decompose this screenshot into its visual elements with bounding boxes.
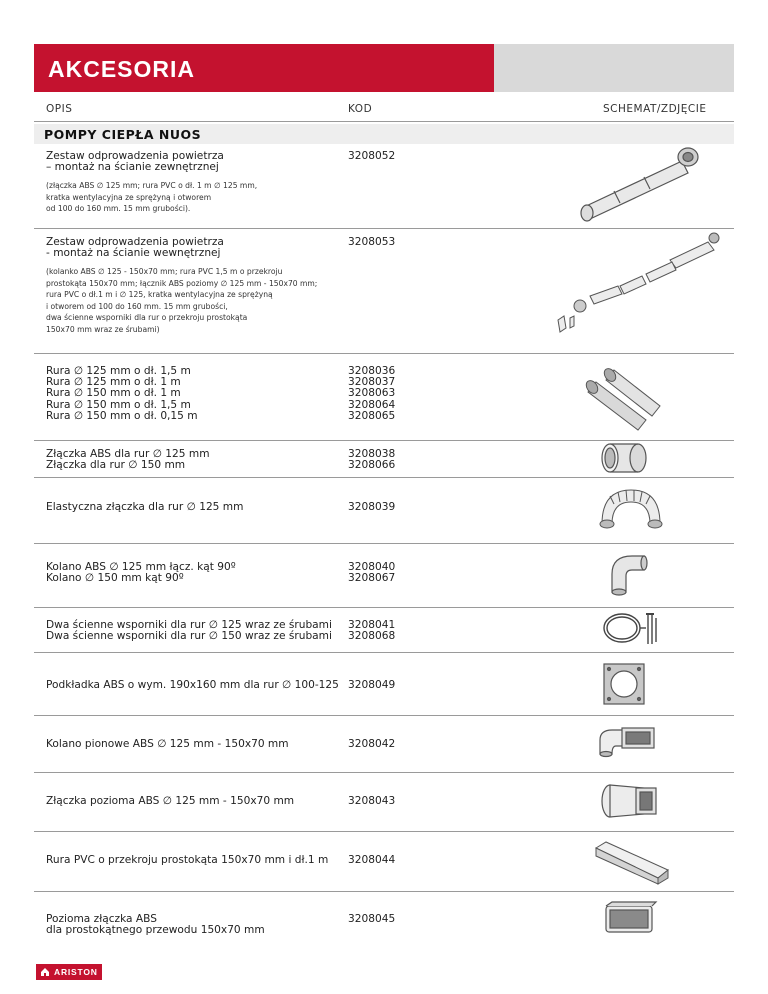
ring-connector-image — [600, 434, 650, 482]
row-code: 3208038 3208066 — [348, 448, 396, 472]
row-code: 3208041 3208068 — [348, 619, 396, 643]
section-bar — [34, 124, 734, 144]
external-wall-kit-image — [570, 145, 710, 223]
row-description: Rura ∅ 125 mm o dł. 1,5 m Rura ∅ 125 mm o dł. 1 m Rura ∅ 150 mm o dł. 1 m Rura ∅ 150 mm o dł. 1,5 m Rura ∅ 150 mm o dł. 0,15 m — [46, 365, 198, 422]
row-description: Rura PVC o przekroju prostokąta 150x70 mm i dł.1 m — [46, 854, 329, 866]
column-header-image: SCHEMAT/ZDJĘCIE — [603, 103, 707, 115]
flexible-connector-image — [592, 484, 670, 532]
row-divider — [34, 831, 734, 832]
row-description: Elastyczna złączka dla rur ∅ 125 mm — [46, 501, 244, 513]
row-divider — [34, 891, 734, 892]
row-description: Złączka pozioma ABS ∅ 125 mm - 150x70 mm — [46, 795, 295, 807]
row-description: Pozioma złączka ABS dla prostokątnego przewodu 150x70 mm — [46, 913, 265, 937]
elbow-image — [600, 548, 660, 596]
row-divider — [34, 652, 734, 653]
row-code: 3208044 — [348, 854, 396, 866]
row-code: 3208039 — [348, 501, 396, 513]
title-banner-extension — [494, 44, 734, 92]
row-description: Złączka ABS dla rur ∅ 125 mm Złączka dla rur ∅ 150 mm — [46, 448, 210, 472]
house-icon — [40, 967, 50, 977]
brand-name: ARISTON — [54, 967, 98, 977]
header-divider — [34, 121, 734, 122]
row-divider — [34, 772, 734, 773]
mounting-plate-image — [600, 660, 648, 708]
internal-wall-kit-image — [550, 228, 725, 338]
row-code: 3208040 3208067 — [348, 561, 396, 585]
page-title: AKCESORIA — [48, 56, 196, 82]
column-header-code: KOD — [348, 103, 373, 115]
brand-logo — [36, 964, 102, 980]
row-divider — [34, 353, 734, 354]
column-header-description: OPIS — [46, 103, 73, 115]
row-code: 3208045 — [348, 913, 396, 925]
row-code: 3208042 — [348, 738, 396, 750]
row-description: Zestaw odprowadzenia powietrza - montaż na ścianie wewnętrznej — [46, 236, 224, 260]
row-description: Kolano ABS ∅ 125 mm łącz. kąt 90º Kolano ∅ 150 mm kąt 90º — [46, 561, 236, 585]
row-code: 3208052 — [348, 150, 396, 162]
row-note: (kolanko ABS ∅ 125 - 150x70 mm; rura PVC 1,5 m o przekroju prostokąta 150x70 mm; łącznik ABS poziomy ∅ 125 mm - 150x70 mm; rura PVC o dł.1 m i ∅ 125, kratka wentylacyjna ze sprężyną i otworem od 100 do 160 mm. 15 mm grubości, dwa ścienne wsporniki dla rur o przekroju prostokąta 150x70 mm wraz ze śrubami) — [46, 267, 318, 334]
row-divider — [34, 477, 734, 478]
row-divider — [34, 715, 734, 716]
rectangular-pipe-image — [592, 836, 672, 886]
row-description: Dwa ścienne wsporniki dla rur ∅ 125 wraz ze śrubami Dwa ścienne wsporniki dla rur ∅ 150 wraz ze śrubami — [46, 619, 332, 643]
row-note: (złączka ABS ∅ 125 mm; rura PVC o dł. 1 m ∅ 125 mm, kratka wentylacyjna ze sprężyną i otworem od 100 do 160 mm. 15 mm grubości). — [46, 181, 258, 213]
title-banner — [34, 44, 494, 92]
row-divider — [34, 543, 734, 544]
row-code: 3208049 — [348, 679, 396, 691]
row-code: 3208036 3208037 3208063 3208064 3208065 — [348, 365, 396, 422]
row-description: Kolano pionowe ABS ∅ 125 mm - 150x70 mm — [46, 738, 289, 750]
pipes-image — [584, 362, 664, 434]
row-description: Podkładka ABS o wym. 190x160 mm dla rur ∅ 100-125 — [46, 679, 339, 691]
rectangular-connector-image — [600, 898, 660, 940]
section-title: POMPY CIEPŁA NUOS — [44, 127, 202, 142]
row-code: 3208043 — [348, 795, 396, 807]
row-description: Zestaw odprowadzenia powietrza – montaż na ścianie zewnętrznej — [46, 150, 224, 174]
row-code: 3208053 — [348, 236, 396, 248]
vertical-elbow-image — [594, 724, 660, 760]
wall-brackets-image — [596, 604, 670, 652]
horizontal-adapter-image — [598, 780, 660, 822]
